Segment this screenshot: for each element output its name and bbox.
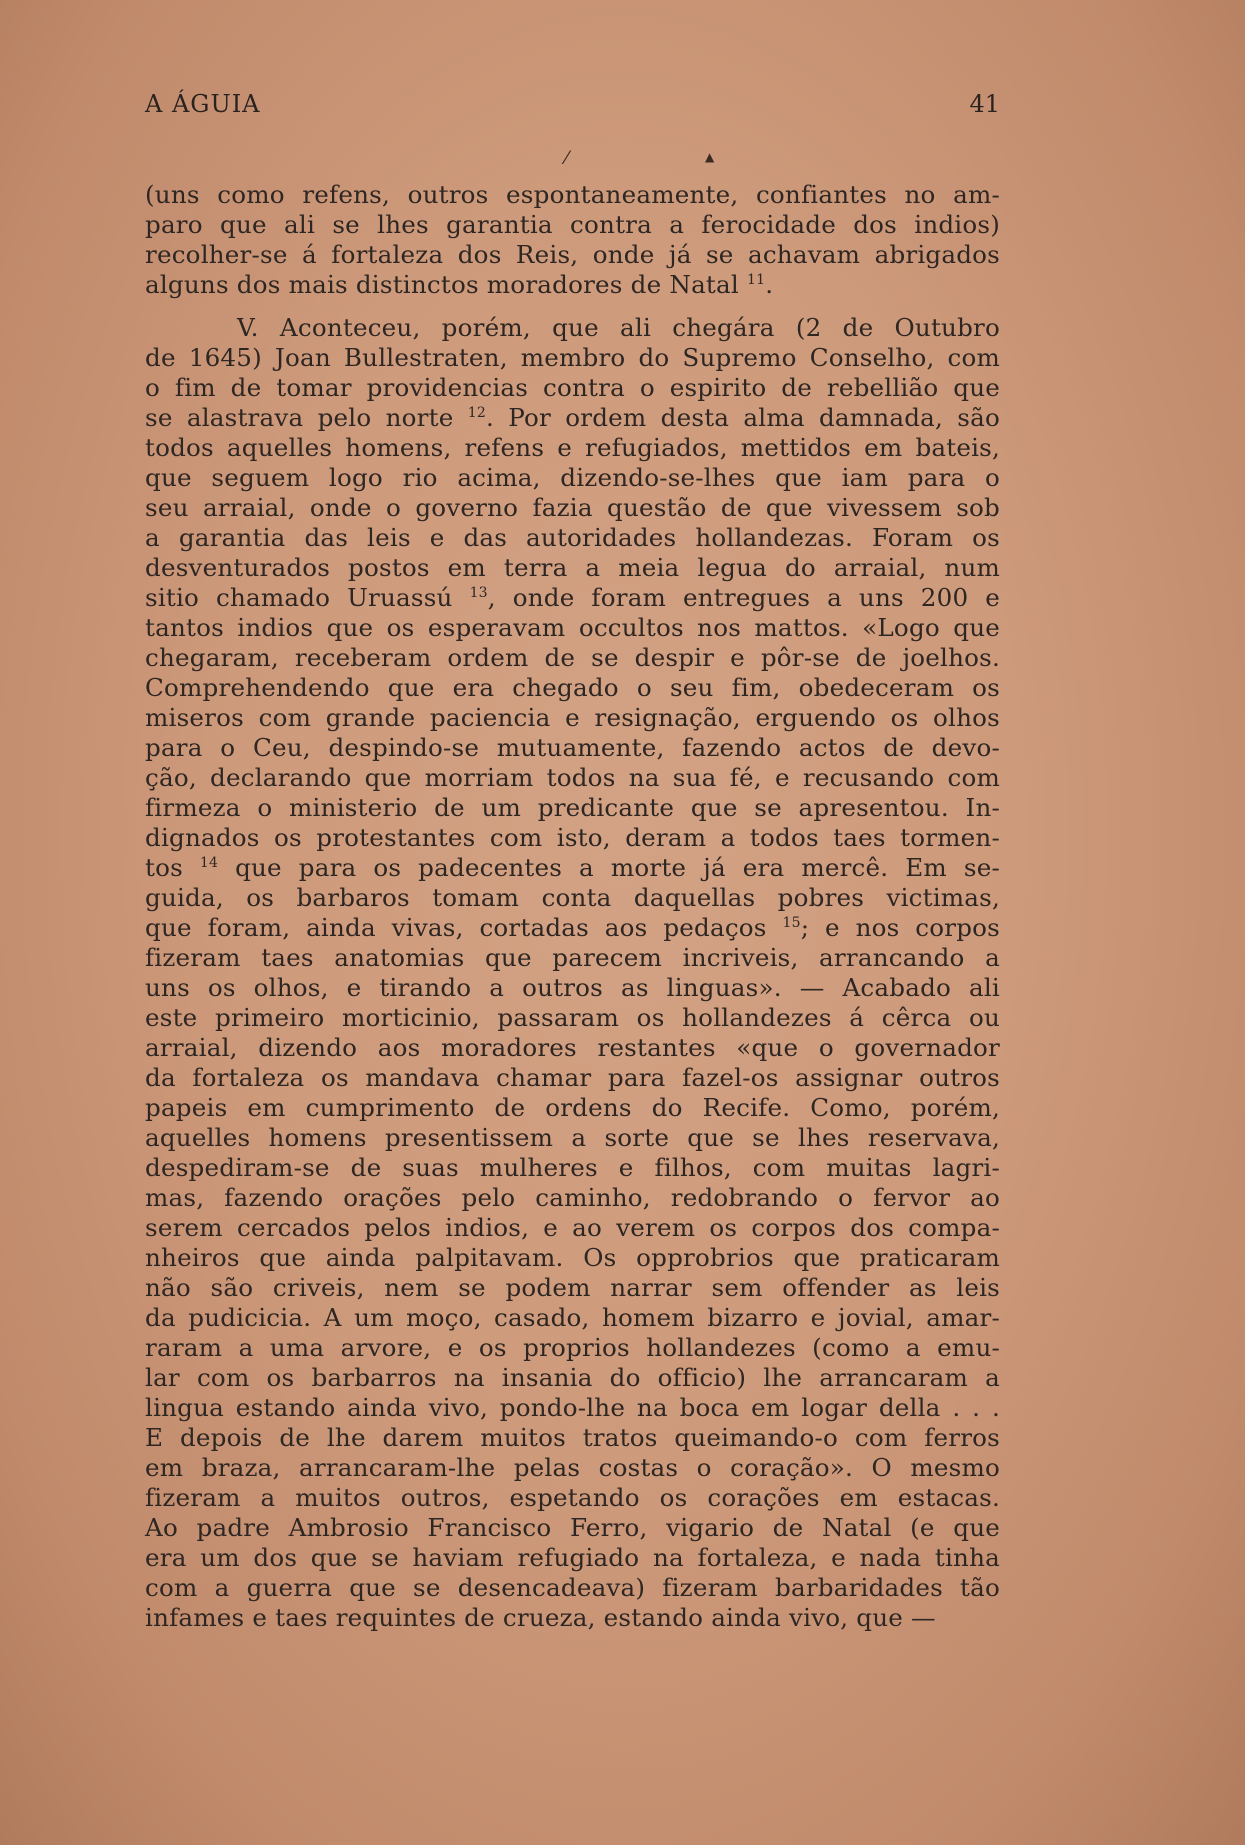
text-line: E depois de lhe darem muitos tratos queimando-o com ferros bbox=[145, 1423, 1000, 1452]
footnote-ref: 15 bbox=[782, 915, 801, 931]
text-line: papeis em cumprimento de ordens do Recife. Como, porém, bbox=[145, 1093, 1000, 1122]
footnote-ref: 14 bbox=[199, 855, 219, 871]
text-line: fizeram a muitos outros, espetando os corações em estacas. bbox=[145, 1483, 1000, 1512]
text-line: o fim de tomar providencias contra o espirito de rebellião que bbox=[145, 373, 1000, 402]
text-line: dignados os protestantes com isto, deram a todos taes tormen- bbox=[145, 823, 1000, 852]
text-line: se alastrava pelo norte $^{12}$. Por ordem desta alma damnada, são bbox=[145, 403, 1000, 432]
text-line: sitio chamado Uruassú $^{13}$, onde foram entregues a uns 200 e bbox=[145, 583, 1000, 612]
text-line: desventurados postos em terra a meia legua do arraial, num bbox=[145, 553, 1000, 582]
text-line: tos $^{14}$ que para os padecentes a morte já era mercê. Em se- bbox=[145, 853, 1000, 882]
text-line: paro que ali se lhes garantia contra a ferocidade dos indios) bbox=[145, 210, 1000, 239]
page-number: 41 bbox=[969, 90, 1000, 118]
text-line: era um dos que se haviam refugiado na fortaleza, e nada tinha bbox=[145, 1543, 1000, 1572]
text-line: nheiros que ainda palpitavam. Os opprobrios que praticaram bbox=[145, 1243, 1000, 1272]
text-line: da fortaleza os mandava chamar para fazel-os assignar outros bbox=[145, 1063, 1000, 1092]
text-line: não são criveis, nem se podem narrar sem offender as leis bbox=[145, 1273, 1000, 1302]
ink-speck: ⁄ bbox=[565, 148, 569, 169]
text-line: fizeram taes anatomias que parecem incriveis, arrancando a bbox=[145, 943, 1000, 972]
text-line: seu arraial, onde o governo fazia questão de que vivessem sob bbox=[145, 493, 1000, 522]
ink-speck: ▲ bbox=[705, 150, 715, 164]
text-line: de 1645) Joan Bullestraten, membro do Supremo Conselho, com bbox=[145, 343, 1000, 372]
text-line: ção, declarando que morriam todos na sua fé, e recusando com bbox=[145, 763, 1000, 792]
text-line: lingua estando ainda vivo, pondo-lhe na boca em logar della . . . bbox=[145, 1393, 1000, 1422]
text-line: este primeiro morticinio, passaram os hollandezes á cêrca ou bbox=[145, 1003, 1000, 1032]
text-line: raram a uma arvore, e os proprios hollandezes (como a emu- bbox=[145, 1333, 1000, 1362]
text-line: (uns como refens, outros espontaneamente, confiantes no am- bbox=[145, 180, 1000, 209]
text-line: infames e taes requintes de crueza, estando ainda vivo, que — bbox=[145, 1603, 936, 1632]
text-line: Comprehendendo que era chegado o seu fim, obedeceram os bbox=[145, 673, 1000, 702]
text-line: guida, os barbaros tomam conta daquellas pobres victimas, bbox=[145, 883, 1000, 912]
text-line: todos aquelles homens, refens e refugiados, mettidos em bateis, bbox=[145, 433, 1000, 462]
text-line: uns os olhos, e tirando a outros as linguas». — Acabado ali bbox=[145, 973, 1000, 1002]
text-line: em braza, arrancaram-lhe pelas costas o coração». O mesmo bbox=[145, 1453, 1000, 1482]
text-line: V. Aconteceu, porém, que ali chegára (2 de Outubro bbox=[237, 313, 1000, 342]
text-line: despediram-se de suas mulheres e filhos, com muitas lagri- bbox=[145, 1153, 1000, 1182]
footnote-ref: 13 bbox=[469, 585, 488, 601]
text-line: da pudicicia. A um moço, casado, homem bizarro e jovial, amar- bbox=[145, 1303, 1000, 1332]
footnote-ref: 12 bbox=[467, 405, 486, 421]
text-line: alguns dos mais distinctos moradores de Natal $^{11}$. bbox=[145, 270, 774, 299]
text-line: que seguem logo rio acima, dizendo-se-lhes que iam para o bbox=[145, 463, 1000, 492]
text-line: arraial, dizendo aos moradores restantes «que o governador bbox=[145, 1033, 1000, 1062]
text-line: Ao padre Ambrosio Francisco Ferro, vigario de Natal (e que bbox=[145, 1513, 1000, 1542]
text-line: mas, fazendo orações pelo caminho, redobrando o fervor ao bbox=[145, 1183, 1000, 1212]
text-line: serem cercados pelos indios, e ao verem os corpos dos compa- bbox=[145, 1213, 1000, 1242]
text-line: a garantia das leis e das autoridades hollandezas. Foram os bbox=[145, 523, 1000, 552]
text-line: aquelles homens presentissem a sorte que se lhes reservava, bbox=[145, 1123, 1000, 1152]
text-line: chegaram, receberam ordem de se despir e pôr-se de joelhos. bbox=[145, 643, 1000, 672]
running-title: A ÁGUIA bbox=[145, 90, 261, 118]
footnote-ref: 11 bbox=[746, 272, 766, 288]
text-line: miseros com grande paciencia e resignação, erguendo os olhos bbox=[145, 703, 1000, 732]
text-line: que foram, ainda vivas, cortadas aos pedaços $^{15}$; e nos corpos bbox=[145, 913, 1000, 942]
text-line: tantos indios que os esperavam occultos nos mattos. «Logo que bbox=[145, 613, 1000, 642]
page-header bbox=[145, 90, 1000, 130]
text-line: para o Ceu, despindo-se mutuamente, fazendo actos de devo- bbox=[145, 733, 1000, 762]
text-line: lar com os barbarros na insania do officio) lhe arrancaram a bbox=[145, 1363, 1000, 1392]
text-line: recolher-se á fortaleza dos Reis, onde já se achavam abrigados bbox=[145, 240, 1000, 269]
text-line: firmeza o ministerio de um predicante que se apresentou. In- bbox=[145, 793, 1000, 822]
text-line: com a guerra que se desencadeava) fizeram barbaridades tão bbox=[145, 1573, 1000, 1602]
body-text bbox=[145, 180, 1000, 1633]
